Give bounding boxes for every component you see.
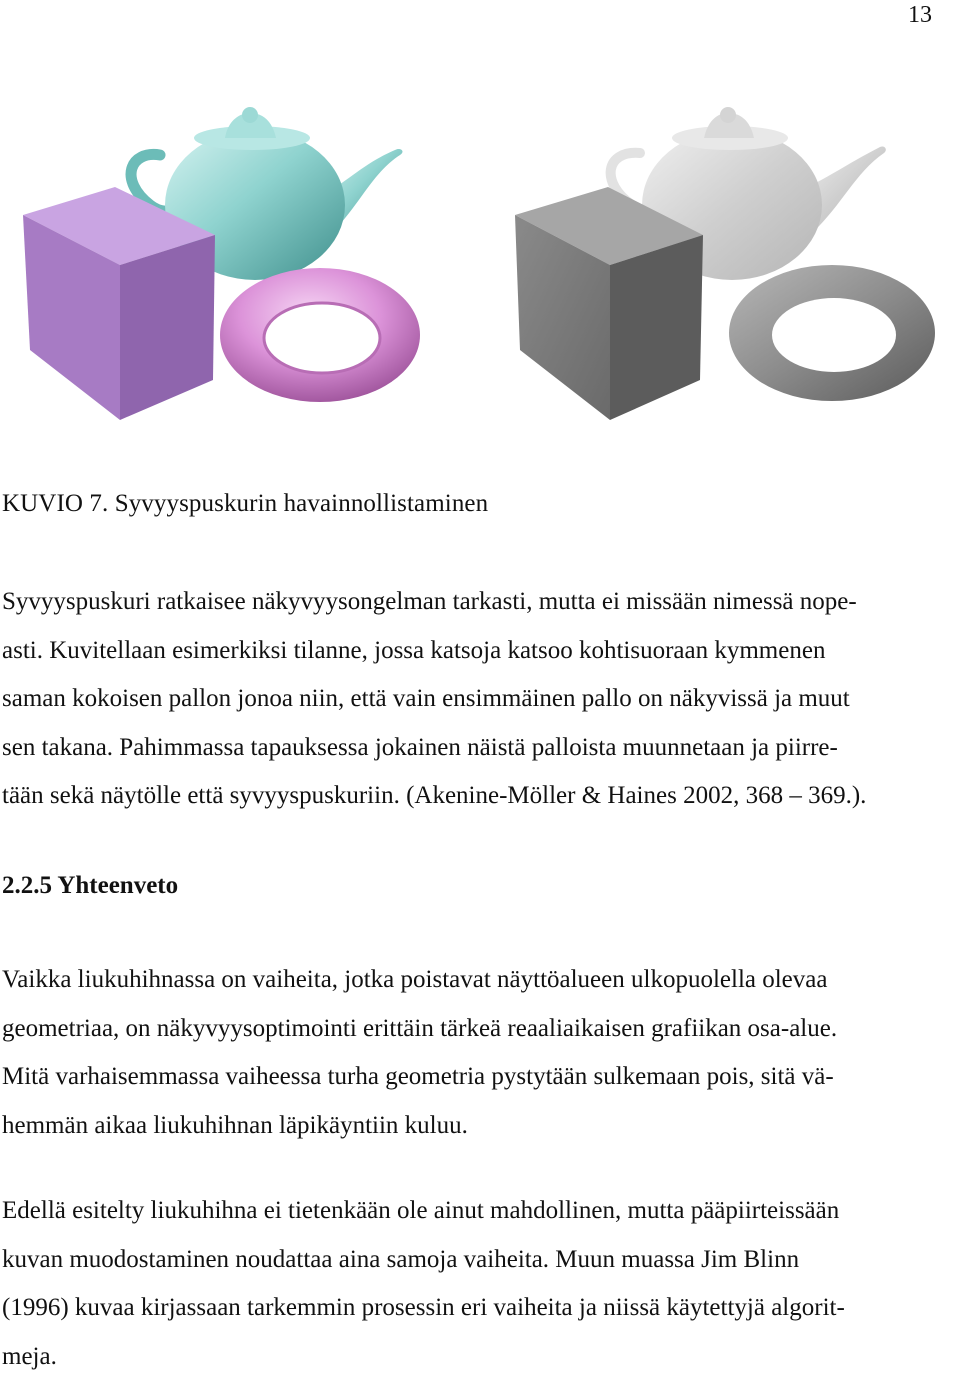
torus-color-icon (220, 268, 420, 402)
paragraph-line: meja. (2, 1333, 942, 1381)
paragraph-line: hemmän aikaa liukuhihnan läpikäyntiin kuluu. (2, 1102, 942, 1151)
paragraph-line: (1996) kuvaa kirjassaan tarkemmin prosessin eri vaiheita ja niissä käytettyjä algorit- (2, 1284, 942, 1333)
torus-depth-icon (729, 265, 935, 401)
paragraph-line: tään sekä näytölle että syvyyspuskuriin. (Akenine-Möller & Haines 2002, 368 – 369.). (2, 772, 942, 821)
paragraph-line: saman kokoisen pallon jonoa niin, että vain ensimmäinen pallo on näkyvissä ja muut (2, 675, 942, 724)
paragraph-line: Mitä varhaisemmassa vaiheessa turha geometria pystytään sulkemaan pois, sitä vä- (2, 1053, 942, 1102)
paragraph-line: Syvyyspuskuri ratkaisee näkyvyysongelman tarkasti, mutta ei missään nimessä nope- (2, 578, 942, 627)
paragraph-line: sen takana. Pahimmassa tapauksessa jokainen näistä palloista muunnetaan ja piirre- (2, 724, 942, 773)
paragraph-3 (2, 1187, 942, 1381)
figure-caption: KUVIO 7. Syvyyspuskurin havainnollistaminen (2, 490, 488, 518)
depth-buffer-figure (0, 95, 960, 425)
cube-depth-icon (515, 187, 703, 420)
paragraph-line: geometriaa, on näkyvyysoptimointi erittäin tärkeä reaaliaikaisen grafiikan osa-alue. (2, 1005, 942, 1054)
paragraph-1 (2, 578, 942, 821)
paragraph-line: Edellä esitelty liukuhihna ei tietenkään ole ainut mahdollinen, mutta pääpiirteissään (2, 1187, 942, 1236)
paragraph-line: Vaikka liukuhihnassa on vaiheita, jotka poistavat näyttöalueen ulkopuolella olevaa (2, 956, 942, 1005)
section-heading: 2.2.5 Yhteenveto (2, 872, 178, 900)
page-number: 13 (908, 2, 932, 29)
paragraph-line: kuvan muodostaminen noudattaa aina samoja vaiheita. Muun muassa Jim Blinn (2, 1236, 942, 1285)
paragraph-line: asti. Kuvitellaan esimerkiksi tilanne, jossa katsoja katsoo kohtisuoraan kymmenen (2, 627, 942, 676)
cube-color-icon (23, 187, 215, 420)
paragraph-2 (2, 956, 942, 1150)
